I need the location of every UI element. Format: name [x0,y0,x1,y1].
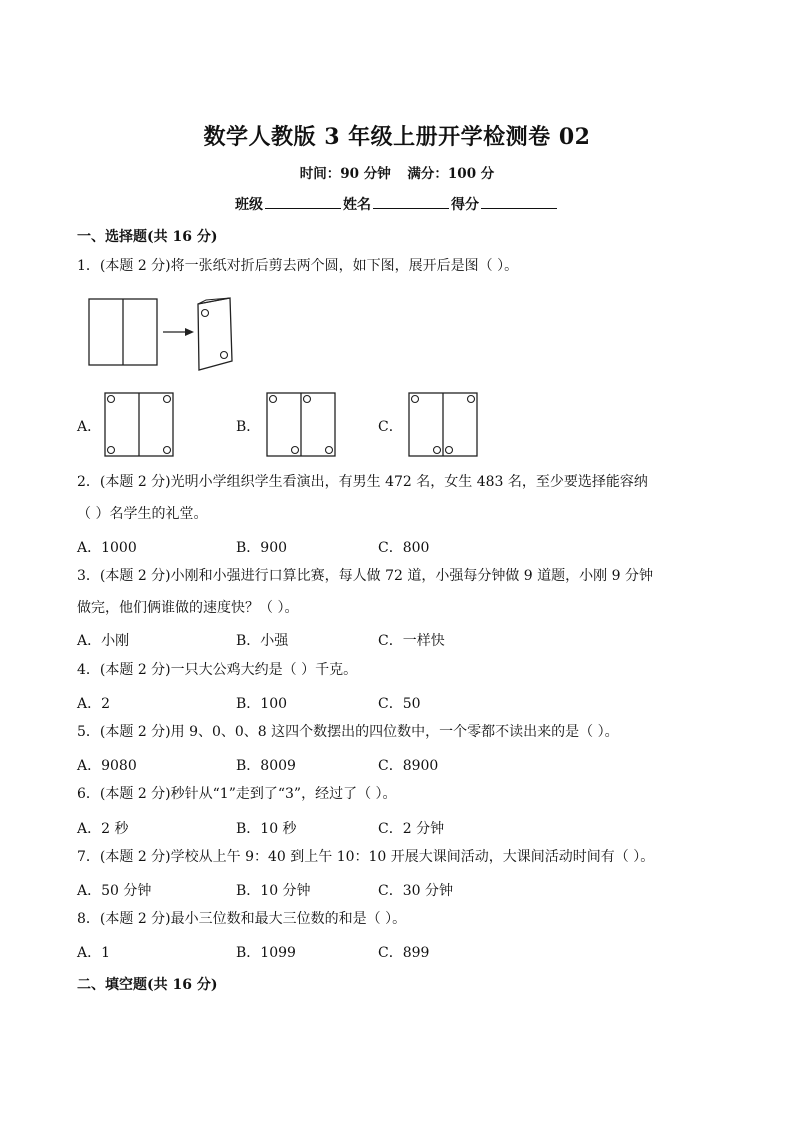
cut-circle-bottom [221,352,228,359]
option-c[interactable]: C．30 分钟 [378,883,453,899]
option-b-hole [304,396,311,403]
option-a[interactable]: A．2 秒 [77,821,129,837]
question-2-line2: （ ）名学生的礼堂。 [77,506,208,522]
folded-paper [198,298,232,370]
name-label: 姓名 [343,197,371,213]
section-heading-fill: 二、填空题(共 16 分) [77,977,218,993]
question-2-line1: 2．(本题 2 分)光明小学组织学生看演出，有男生 472 名，女生 483 名，至少要选择能容纳 [77,474,648,490]
option-c-hole [412,396,419,403]
question-5: 5．(本题 2 分)用 9、0、0、8 这四个数摆出的四位数中，一个零都不读出来的是（ ）。 [77,724,619,740]
option-c[interactable]: C． [378,419,403,435]
option-c-hole [468,396,475,403]
time-limit: 时间：90 分钟 [299,166,391,182]
question-4: 4．(本题 2 分)一只大公鸡大约是（ ）千克。 [77,662,358,678]
option-a[interactable]: A． [77,419,102,435]
option-a[interactable]: A．9080 [77,758,137,774]
option-c-hole [446,447,453,454]
option-b-hole [270,396,277,403]
class-label: 班级 [235,197,263,213]
grade-label: 得分 [451,197,479,213]
question-3 [77,560,717,624]
option-b[interactable]: B．小强 [236,633,289,649]
option-c[interactable]: C．50 [378,696,421,712]
option-b[interactable]: B．10 分钟 [236,883,311,899]
option-a-hole [108,396,115,403]
question-8: 8．(本题 2 分)最小三位数和最大三位数的和是（ ）。 [77,911,407,927]
option-c[interactable]: C．8900 [378,758,439,774]
full-score: 满分：100 分 [407,166,495,182]
option-a[interactable]: A．2 [77,696,111,712]
option-c[interactable]: C．2 分钟 [378,821,445,837]
page-title: 数学人教版 3 年级上册开学检测卷 02 [203,124,591,150]
option-b[interactable]: B．900 [236,540,288,556]
option-a-hole [164,396,171,403]
cut-circle-top [202,310,209,317]
option-b-hole [326,447,333,454]
question-3-line2: 做完，他们俩谁做的速度快？（ ）。 [77,600,299,616]
option-a[interactable]: A．50 分钟 [77,883,152,899]
question-2 [77,466,717,530]
section-heading-choice: 一、选择题(共 16 分) [77,229,218,245]
option-b[interactable]: B．8009 [236,758,296,774]
option-a[interactable]: A．1000 [77,540,137,556]
option-b[interactable]: B． [236,419,261,435]
option-a[interactable]: A．小刚 [77,633,130,649]
question-1: 1．(本题 2 分)将一张纸对折后剪去两个圆，如下图，展开后是图（ ）。 [77,258,519,274]
folded-paper-edge [198,298,230,304]
option-c-hole [434,447,441,454]
option-a-hole [108,447,115,454]
option-b-hole [292,447,299,454]
option-c[interactable]: C．一样快 [378,633,445,649]
option-b[interactable]: B．100 [236,696,288,712]
option-a[interactable]: A．1 [77,945,111,961]
question-3-line1: 3．(本题 2 分)小刚和小强进行口算比赛，每人做 72 道，小强每分钟做 9 道题，小刚 9 分钟 [77,568,653,584]
option-c[interactable]: C．800 [378,540,430,556]
question-7: 7．(本题 2 分)学校从上午 9：40 到上午 10：10 开展大课间活动，大课间活动时间有（ ）。 [77,849,655,865]
option-b[interactable]: B．10 秒 [236,821,297,837]
option-b[interactable]: B．1099 [236,945,296,961]
option-c[interactable]: C．899 [378,945,430,961]
question-6: 6．(本题 2 分)秒针从“1”走到了“3”，经过了（ ）。 [77,786,397,802]
option-a-hole [164,447,171,454]
arrow-head [185,328,194,336]
